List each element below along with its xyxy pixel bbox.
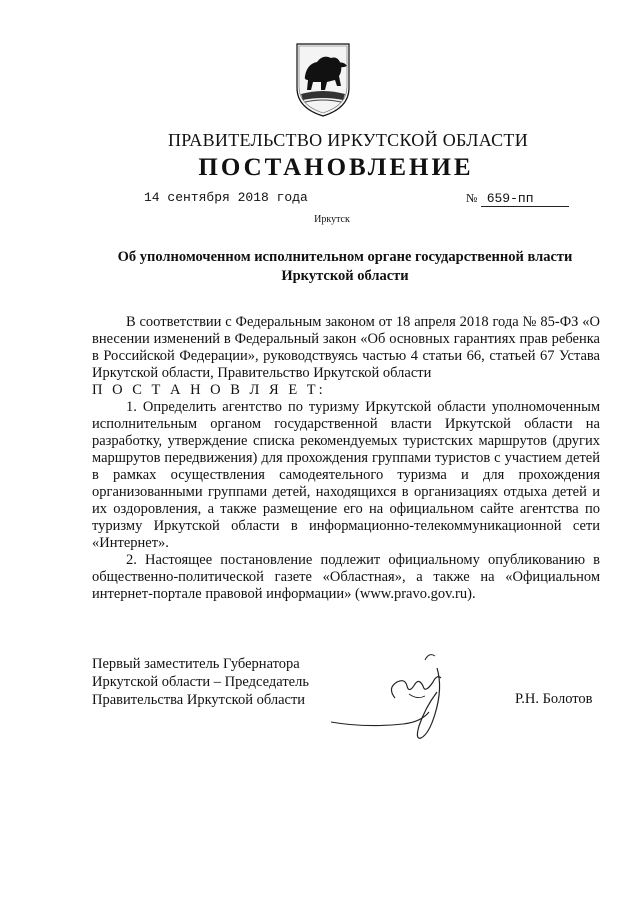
item-1: 1. Определить агентство по туризму Иркутской области уполномоченным исполнительным органом государственной власти Иркутской области на разработку, утверждение списка рекомендуемых туристских маршрутов (других маршрутов передвижения) для прохождения группами туристов с участием детей в рамках осуществления самодеятельного туризма и для прохождения организованными группами детей, находящихся в организациях отдыха детей и их оздоровления, а также размещение его на официальном сайте агентства по туризму Иркутской области в информационно-телекоммуникационной сети «Интернет». xyxy=(92,399,600,551)
position-line-3: Правительства Иркутской области xyxy=(92,692,306,708)
city: Иркутск xyxy=(314,214,350,225)
signatory-position xyxy=(92,655,352,709)
preamble: В соответствии с Федеральным законом от 18 апреля 2018 года № 85-ФЗ «О внесении изменений в Федеральный закон «Об основных гарантиях прав ребенка в Российской Федерации», руководствуясь частью 4 статьи 66, статьей 67 Устава Иркутской области, Правительство Иркутской области xyxy=(92,314,600,381)
coat-of-arms-icon xyxy=(293,40,353,118)
signatory-name: Р.Н. Болотов xyxy=(515,691,593,707)
item-2: 2. Настоящее постановление подлежит официальному опубликованию в общественно-политической газете «Областная», а также на «Официальном интернет-портале правовой информации» (www.pravo.gov.ru). xyxy=(92,552,600,602)
document-type: ПОСТАНОВЛЕНИЕ xyxy=(198,154,474,181)
document-body xyxy=(92,314,600,603)
document-number xyxy=(466,190,569,207)
handwritten-signature xyxy=(325,638,455,748)
document-date: 14 сентября 2018 года xyxy=(144,190,308,205)
resolves-heading: П О С Т А Н О В Л Я Е Т: xyxy=(92,382,326,398)
position-line-1: Первый заместитель Губернатора xyxy=(92,656,300,672)
government-name: ПРАВИТЕЛЬСТВО ИРКУТСКОЙ ОБЛАСТИ xyxy=(167,130,529,150)
position-line-2: Иркутской области – Председатель xyxy=(92,674,309,690)
number-sign: № xyxy=(466,191,478,205)
document-title: Об уполномоченном исполнительном органе государственной власти Иркутской области xyxy=(117,249,573,284)
number-value: 659-пп xyxy=(481,191,569,207)
